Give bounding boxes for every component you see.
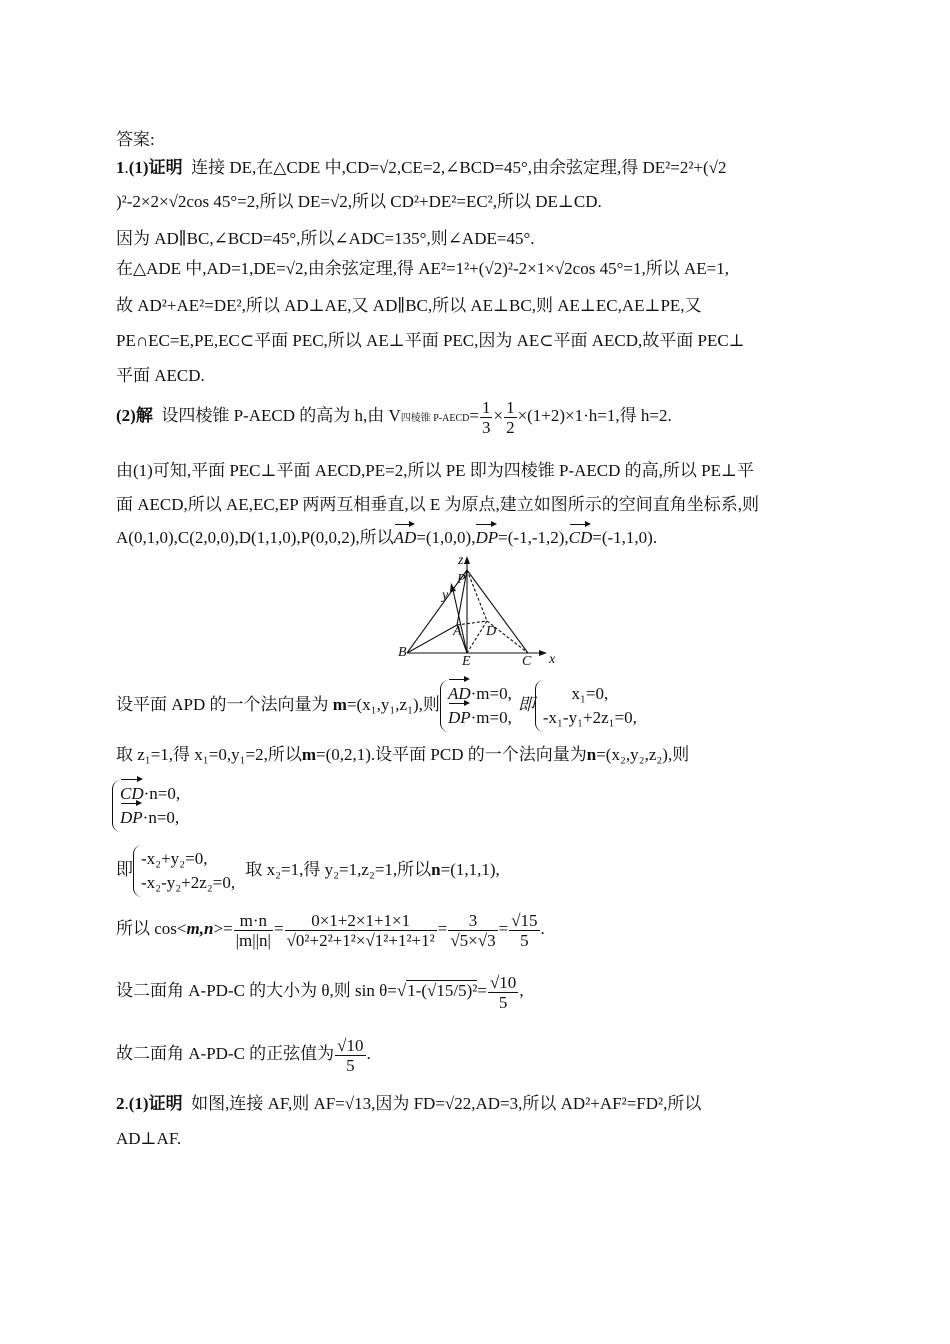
- vector-n: n: [431, 860, 441, 879]
- answer-heading: 答案:: [116, 130, 155, 149]
- problem1-line2: )²-2×2×√2cos 45°=2,所以 DE=√2,所以 CD²+DE²=EC²,所以 DE⊥CD.: [116, 192, 602, 211]
- text: =(x₂,y₂,z₂),则: [596, 745, 690, 764]
- text: =(x₁,y₁,z₁),则: [346, 695, 440, 714]
- text: m,n: [186, 919, 214, 938]
- fraction: $\frac{√15}{5}$: [511, 910, 538, 950]
- label-D: D: [486, 624, 497, 639]
- value: =(-1,1,0).: [592, 528, 658, 547]
- part-label: (1)证明: [128, 1094, 183, 1113]
- text: 设平面 APD 的一个法向量为: [116, 695, 329, 714]
- label-x: x: [549, 652, 556, 667]
- text: ×(1+2)×1·h=1,得 h=2.: [517, 406, 672, 425]
- fraction: $\frac{m\cdot n}{|m||n|}$: [235, 910, 271, 950]
- text: =(0,2,1).设平面 PCD 的一个法向量为: [316, 745, 587, 764]
- equation-system: CD·n=0, DP·n=0,: [112, 780, 186, 832]
- problem-number: 2: [116, 1094, 125, 1113]
- label-P: P: [457, 572, 466, 587]
- text: A(0,1,0),C(2,0,0),D(1,1,0),P(0,0,2),所以: [116, 528, 394, 547]
- text: 取 x₂=1,得 y₂=1,z₂=1,所以: [245, 860, 432, 879]
- problem1-line15: 所以 cos<m,n>= $\frac{m\cdot n}{|m||n|}$ = $\frac{0\times 1+2\times 1+1\times 1}{\text{√0²+2²+1²×√1²+1²+1²}}$ = $\frac{3}{√5\times√3}$ = $\frac{√15}{5}$ .: [116, 910, 545, 950]
- y-axis: [453, 590, 467, 653]
- label-A: A: [453, 624, 462, 639]
- vector-n: n: [586, 745, 597, 764]
- vector-CD: CD: [568, 528, 593, 547]
- problem1-line10: 面 AECD,所以 AE,EC,EP 两两互相垂直,以 E 为原点,建立如图所示的空间直角坐标系,则: [116, 495, 760, 514]
- problem1-line1: 1.(1)证明 连接 DE,在△CDE 中,CD=√2,CE=2,∠BCD=45°,由余弦定理,得 DE²=2²+(√2: [116, 158, 727, 177]
- problem-number: 1: [116, 158, 125, 177]
- text: 设二面角 A-PD-C 的大小为 θ,则 sin θ=: [116, 981, 397, 1000]
- equation-system: -x₂+y₂=0, -x₂-y₂+2z₂=0,: [133, 845, 241, 897]
- radical: 1-(√15/5)²: [407, 981, 478, 1000]
- text-line: 连接 DE,在△CDE 中,CD=√2,CE=2,∠BCD=45°,由余弦定理,得 DE²=2²+(√2: [191, 158, 727, 177]
- equation-system: AD·m=0, DP·m=0,: [440, 680, 518, 732]
- value: =(-1,-1,2),: [498, 528, 569, 547]
- problem2-line2: AD⊥AF.: [116, 1129, 182, 1148]
- problem1-system3: [112, 780, 186, 832]
- text: 取 z₁=1,得 x₁=0,y₁=2,所以: [116, 745, 302, 764]
- label-y: y: [442, 588, 449, 603]
- problem1-line14: [116, 842, 500, 898]
- problem1-line4: 在△ADE 中,AD=1,DE=√2,由余弦定理,得 AE²=1²+(√2)²-2×1×√2cos 45°=1,所以 AE=1,: [116, 259, 729, 278]
- part-label: (1)证明: [128, 158, 183, 177]
- volume-subscript: 四棱锥 P-AECD: [400, 413, 470, 424]
- fraction-one-half: $\frac{1}{2}$: [506, 397, 515, 437]
- text-line: 如图,连接 AF,则 AF=√13,因为 FD=√22,AD=3,所以 AD²+AF²=FD²,所以: [191, 1094, 702, 1113]
- label-B: B: [398, 645, 407, 660]
- problem1-line13: [116, 744, 689, 766]
- text: 即: [116, 860, 133, 879]
- problem1-line7: 平面 AECD.: [116, 366, 205, 385]
- fraction: $\frac{√10}{5}$: [489, 972, 517, 1012]
- equation-system: x₁=0, -x₁-y₁+2z₁=0,: [535, 680, 643, 732]
- text: 故二面角 A-PD-C 的正弦值为: [116, 1044, 335, 1063]
- text: 即: [517, 695, 535, 714]
- fraction: $\frac{0\times 1+2\times 1+1\times 1}{\text{√0²+2²+1²×√1²+1²+1²}}$: [286, 910, 435, 950]
- text: 所以 cos<: [116, 919, 187, 938]
- text: =(1,1,1),: [440, 860, 500, 879]
- pyramid-figure: [395, 552, 560, 670]
- value: =(1,0,0),: [416, 528, 476, 547]
- vector-m: m: [332, 695, 347, 714]
- label-C: C: [522, 654, 532, 669]
- problem1-line6: PE∩EC=E,PE,EC⊂平面 PEC,所以 AE⊥平面 PEC,因为 AE⊂平面 AECD,故平面 PEC⊥: [116, 331, 745, 350]
- problem1-line17: 故二面角 A-PD-C 的正弦值为 $\frac{√10}{5}$ .: [116, 1035, 371, 1075]
- z-arrow-icon: [464, 556, 470, 564]
- problem1-line3: 因为 AD∥BC,∠BCD=45°,所以∠ADC=135°,则∠ADE=45°.: [116, 229, 535, 248]
- fraction: $\frac{√10}{5}$: [337, 1035, 364, 1075]
- text: 设四棱锥 P-AECD 的高为 h,由 V: [161, 406, 401, 425]
- y-arrow-icon: [450, 583, 456, 592]
- problem1-line16: 设二面角 A-PD-C 的大小为 θ,则 sin θ=√1-(√15/5)²= $\frac{√10}{5}$ ,: [116, 972, 524, 1012]
- problem2-line1: 2.(1)证明 如图,连接 AF,则 AF=√13,因为 FD=√22,AD=3,所以 AD²+AF²=FD²,所以: [116, 1094, 702, 1113]
- text: >=: [213, 919, 233, 938]
- problem1-line5: 故 AD²+AE²=DE²,所以 AD⊥AE,又 AD∥BC,所以 AE⊥BC,则 AE⊥EC,AE⊥PE,又: [116, 296, 702, 315]
- vector-m: m: [301, 745, 317, 764]
- problem1-line8: (2)解 设四棱锥 P-AECD 的高为 h,由 V四棱锥 P-AECD= $\frac{1}{3}$ × $\frac{1}{2}$ ×(1+2)×1·h=1,得 h=2.: [116, 397, 672, 437]
- label-z: z: [458, 553, 464, 568]
- x-arrow-icon: [539, 650, 547, 656]
- problem1-line12: [116, 677, 643, 733]
- label-E: E: [462, 654, 471, 669]
- problem1-line11: [116, 527, 657, 549]
- vector-AD: AD: [393, 528, 417, 547]
- fraction-one-third: $\frac{1}{3}$: [481, 397, 491, 437]
- vector-DP: DP: [475, 528, 499, 547]
- problem1-line9: 由(1)可知,平面 PEC⊥平面 AECD,PE=2,所以 PE 即为四棱锥 P-AECD 的高,所以 PE⊥平: [116, 461, 754, 480]
- fraction: $\frac{3}{√5\times√3}$: [450, 910, 496, 950]
- part-label: (2)解: [116, 406, 153, 425]
